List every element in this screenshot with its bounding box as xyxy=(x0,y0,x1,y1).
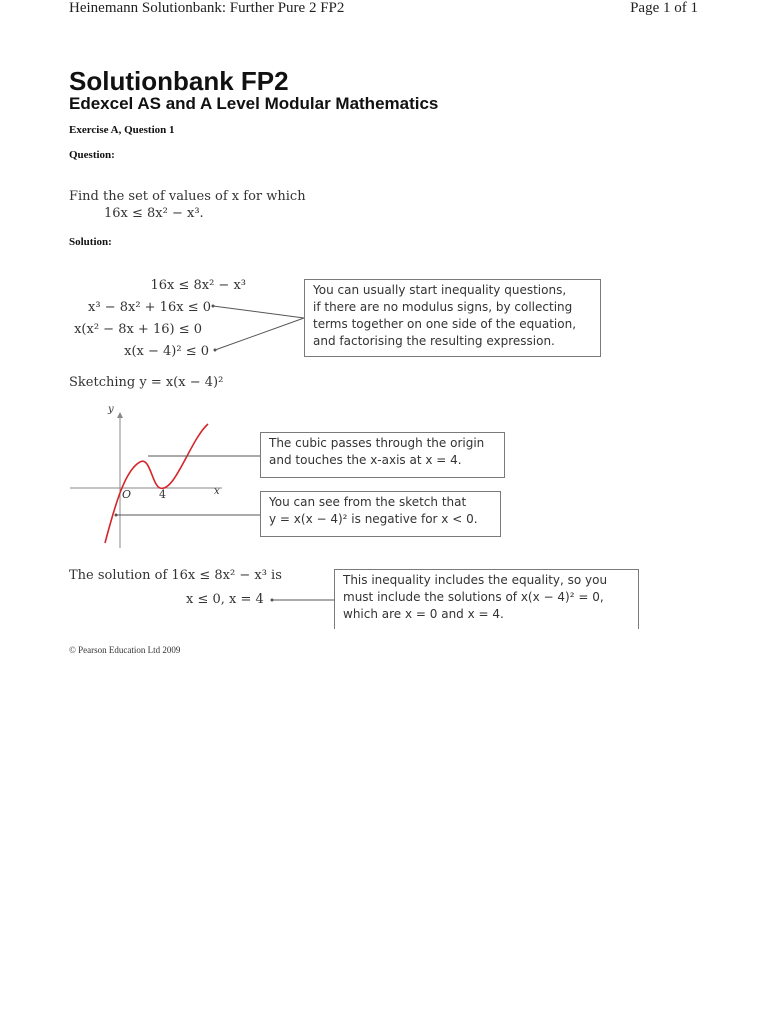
x-tick-label: 4 xyxy=(159,488,166,501)
solution-label: Solution: xyxy=(69,236,112,248)
note-negative-line-1: You can see from the sketch that xyxy=(269,495,467,509)
note-cubic-line-1: The cubic passes through the origin xyxy=(269,436,485,450)
x-axis-label: x xyxy=(214,486,220,497)
connector-dot-4 xyxy=(214,349,217,352)
note-equality-line-2: must include the solutions of x(x − 4)² = 0, xyxy=(343,590,604,604)
solution-line-1: The solution of 16x ≤ 8x² − x³ is xyxy=(69,568,282,583)
origin-label: O xyxy=(122,488,132,501)
exercise-label: Exercise A, Question 1 xyxy=(69,124,175,136)
y-axis-arrow-icon xyxy=(117,412,123,418)
solution-line-2: x ≤ 0, x = 4 xyxy=(186,592,264,607)
connector-step-4 xyxy=(215,318,304,350)
step-3: x(x² − 8x + 16) ≤ 0 xyxy=(74,322,202,337)
note-equality-line-3: which are x = 0 and x = 4. xyxy=(343,607,504,621)
note-factorise-line-1: You can usually start inequality questions, xyxy=(313,283,567,297)
step-1: 16x ≤ 8x² − x³ xyxy=(150,278,246,293)
question-line-1: Find the set of values of x for which xyxy=(69,189,306,204)
step-2: x³ − 8x² + 16x ≤ 0 xyxy=(88,300,211,315)
note-cubic-line-2: and touches the x-axis at x = 4. xyxy=(269,453,462,467)
note-equality xyxy=(334,569,639,629)
page-number: Page 1 of 1 xyxy=(630,0,698,16)
note-factorise-line-2: if there are no modulus signs, by collecting xyxy=(313,300,573,314)
connector-dot-note-3 xyxy=(115,514,118,517)
y-axis-label: y xyxy=(108,404,114,415)
page-title: Solutionbank FP2 xyxy=(69,66,289,96)
page-header-title: Heinemann Solutionbank: Further Pure 2 FP2 xyxy=(69,0,345,16)
page-subtitle: Edexcel AS and A Level Modular Mathematics xyxy=(69,94,439,113)
connector-step-2 xyxy=(213,306,304,318)
question-label: Question: xyxy=(69,149,115,161)
note-cubic xyxy=(260,432,505,478)
note-equality-line-1: This inequality includes the equality, so you xyxy=(343,573,608,587)
note-negative-line-2: y = x(x − 4)² is negative for x < 0. xyxy=(269,512,478,526)
step-4: x(x − 4)² ≤ 0 xyxy=(124,344,209,359)
note-negative xyxy=(260,491,501,537)
question-line-2: 16x ≤ 8x² − x³. xyxy=(104,206,204,221)
sketch-label: Sketching y = x(x − 4)² xyxy=(69,375,224,390)
copyright-footer: © Pearson Education Ltd 2009 xyxy=(69,645,181,655)
note-factorise-line-4: and factorising the resulting expression. xyxy=(313,334,555,348)
note-factorise-line-3: terms together on one side of the equation, xyxy=(313,317,577,331)
connector-dot-note-4 xyxy=(271,599,274,602)
connector-dot-2 xyxy=(212,305,215,308)
